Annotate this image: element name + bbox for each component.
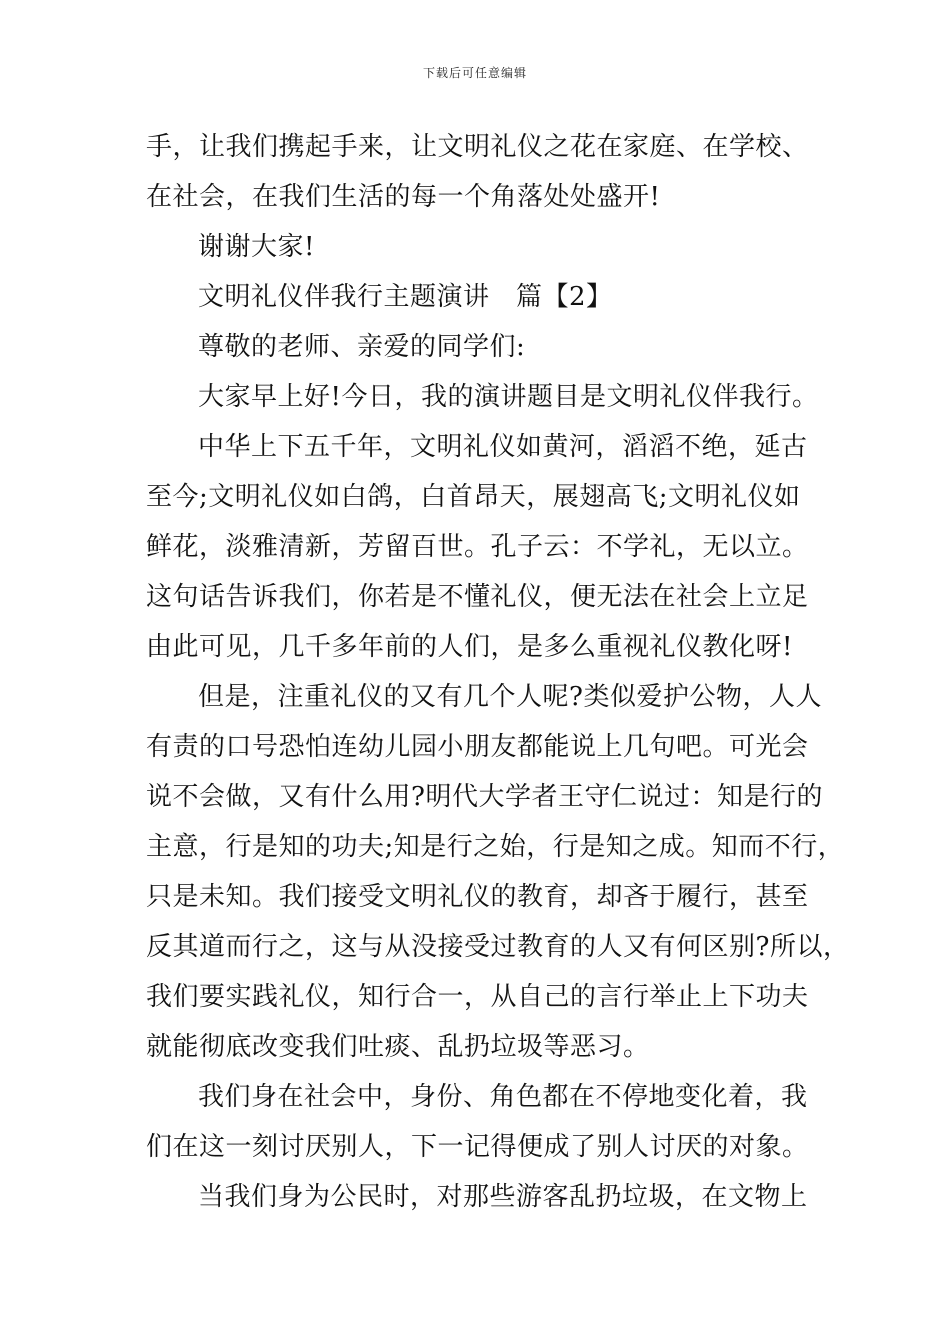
- text-line: 有责的口号恐怕连幼儿园小朋友都能说上几句吧。可光会: [146, 732, 809, 762]
- text-line: 这句话告诉我们，你若是不懂礼仪，便无法在社会上立足: [146, 582, 809, 612]
- page-header: 下载后可任意编辑: [422, 66, 527, 80]
- text-line: 大家早上好!今日，我的演讲题目是文明礼仪伴我行。: [198, 382, 819, 412]
- text-line: 鲜花，淡雅清新，芳留百世。孔子云：不学礼，无以立。: [146, 532, 809, 562]
- text-line: 反其道而行之，这与从没接受过教育的人又有何区别?所以，: [146, 932, 850, 962]
- text-line: 谢谢大家!: [198, 232, 315, 262]
- text-line: 手，让我们携起手来，让文明礼仪之花在家庭、在学校、: [146, 132, 809, 162]
- text-line: 我们身在社会中，身份、角色都在不停地变化着，我: [198, 1082, 808, 1112]
- text-line: 至今;文明礼仪如白鸽，白首昂天，展翅高飞;文明礼仪如: [146, 482, 801, 512]
- body-text: [146, 122, 850, 1222]
- text-line: 但是，注重礼仪的又有几个人呢?类似爱护公物，人人: [198, 682, 822, 712]
- text-line: 主意，行是知的功夫;知是行之始，行是知之成。知而不行，: [146, 832, 845, 862]
- text-line: 中华上下五千年，文明礼仪如黄河，滔滔不绝，延古: [198, 432, 808, 462]
- salutation: 尊敬的老师、亲爱的同学们:: [198, 332, 526, 362]
- text-line: 当我们身为公民时，对那些游客乱扔垃圾，在文物上: [198, 1182, 808, 1212]
- text-line: 只是未知。我们接受文明礼仪的教育，却吝于履行，甚至: [146, 882, 809, 912]
- text-line: 在社会，在我们生活的每一个角落处处盛开!: [146, 182, 661, 212]
- text-line: 我们要实践礼仪，知行合一，从自己的言行举止上下功夫: [146, 982, 809, 1012]
- text-line: 说不会做，又有什么用?明代大学者王守仁说过：知是行的: [146, 782, 823, 812]
- text-line: 由此可见，几千多年前的人们，是多么重视礼仪教化呀!: [146, 632, 793, 662]
- section-title: 文明礼仪伴我行主题演讲 篇【2】: [198, 282, 613, 312]
- text-line: 们在这一刻讨厌别人，下一记得便成了别人讨厌的对象。: [146, 1132, 809, 1162]
- text-line: 就能彻底改变我们吐痰、乱扔垃圾等恶习。: [146, 1032, 650, 1062]
